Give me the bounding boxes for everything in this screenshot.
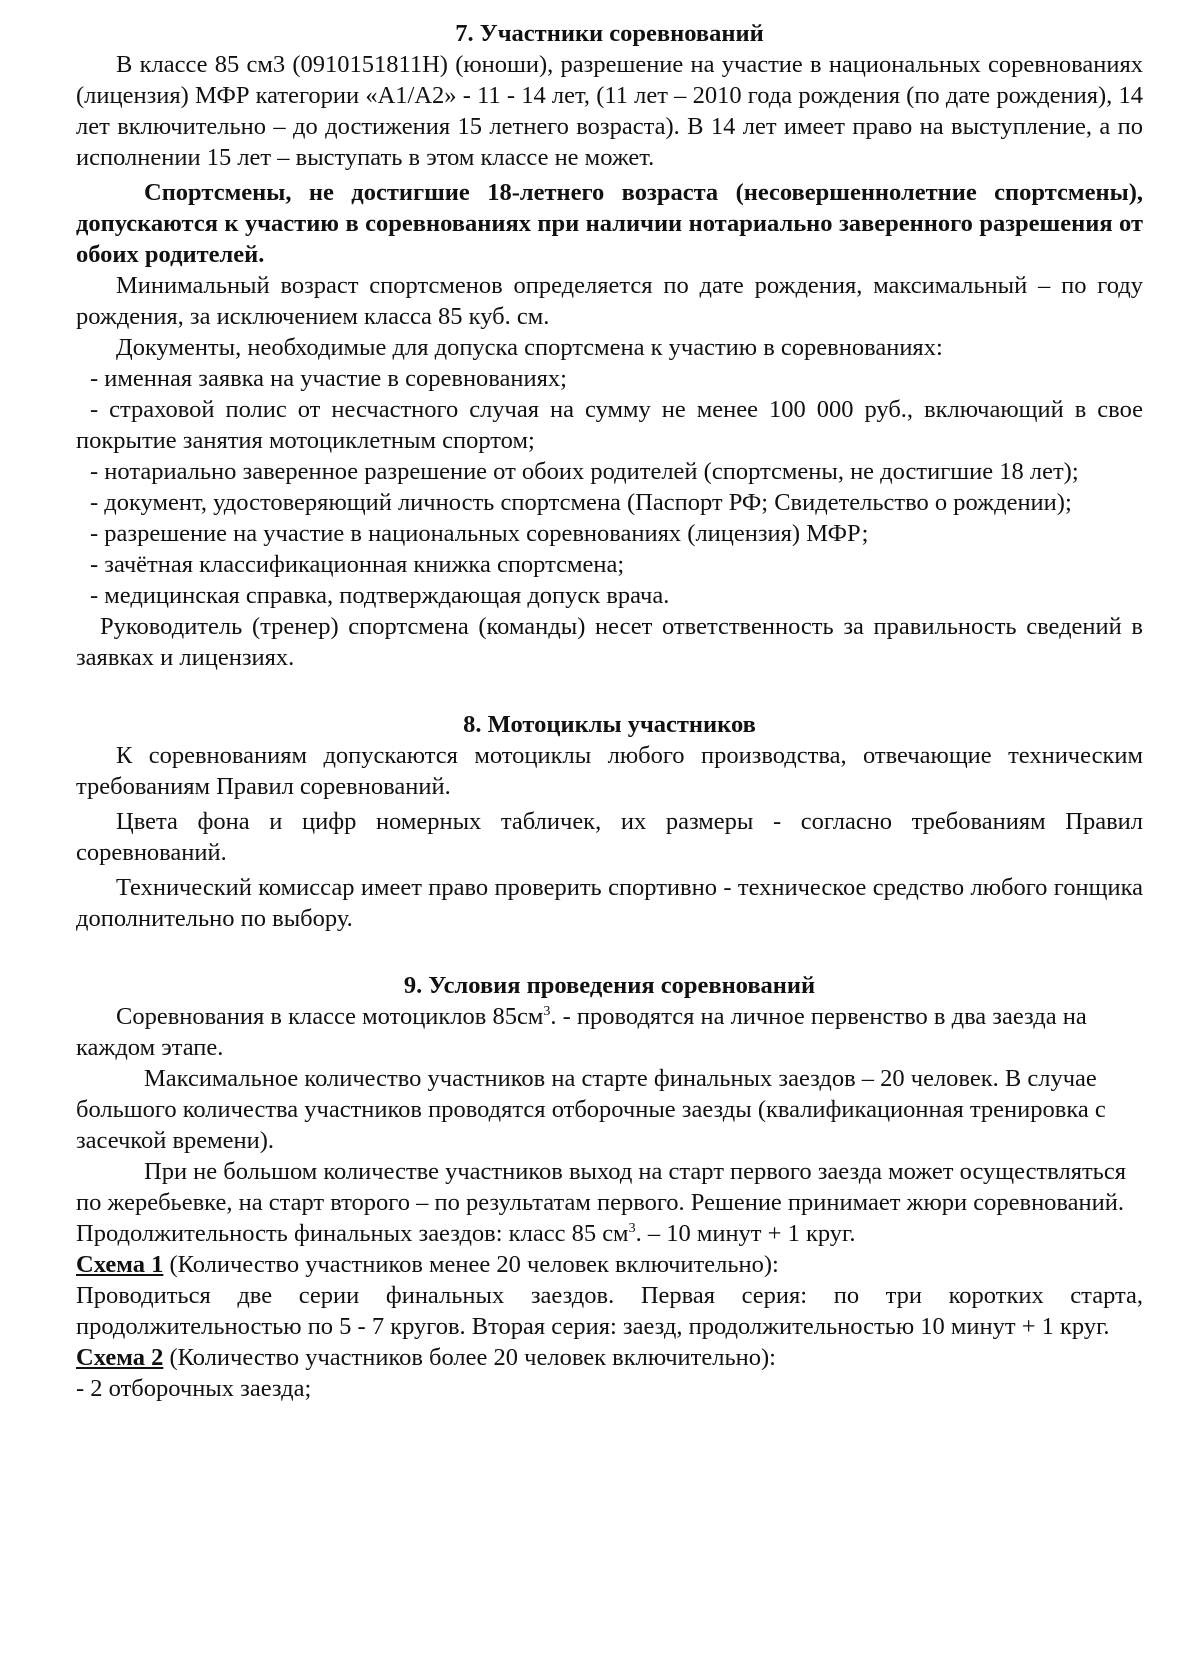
documents-list-item: - медицинская справка, подтверждающая допуск врача.: [90, 582, 670, 609]
section-9-max-participants: Максимальное количество участников на старте финальных заездов – 20 человек. В случае большого количества участников проводятся отборочные заезды (квалификационная тренировка с засечкой времени).: [76, 1065, 1106, 1154]
section-7-age-rule: Минимальный возраст спортсменов определяется по дате рождения, максимальный – по году рождения, за исключением класса 85 куб. см.: [76, 272, 1143, 330]
section-8-admission: К соревнованиям допускаются мотоциклы любого производства, отвечающие техническим требованиям Правил соревнований.: [76, 742, 1143, 800]
scheme-2-label: Схема 2: [76, 1344, 164, 1371]
duration-text: Продолжительность финальных заездов: класс 85 см: [76, 1220, 629, 1247]
documents-list-item: - именная заявка на участие в соревнованиях;: [90, 365, 567, 392]
scheme-1-heading: [76, 1249, 1143, 1280]
scheme-2-text: (Количество участников более 20 человек включительно):: [163, 1344, 776, 1371]
documents-list-item: - страховой полис от несчастного случая на сумму не менее 100 000 руб., включающий в свое покрытие занятия мотоциклетным спортом;: [76, 396, 1143, 454]
section-7-responsibility: Руководитель (тренер) спортсмена (команды) несет ответственность за правильность сведений в заявках и лицензиях.: [76, 613, 1143, 671]
section-7-paragraph-class-85: В классе 85 см3 (0910151811Н) (юноши), разрешение на участие в национальных соревнованиях (лицензия) МФР категории «А1/А2» - 11 - 14 лет, (11 лет – 2010 года рождения (по дате рождения), 14 лет включительно – до достижения 15 летнего возраста). В 14 лет имеет право на выступление, а по исполнении 15 лет – выступать в этом классе не может.: [76, 51, 1143, 171]
scheme-2-item: - 2 отборочных заезда;: [76, 1375, 312, 1402]
section-7-documents-intro: Документы, необходимые для допуска спортсмена к участию в соревнованиях:: [116, 334, 943, 361]
scheme-1-body: Проводиться две серии финальных заездов. Первая серия: по три коротких старта, продолжительностью по 5 - 7 кругов. Вторая серия: заезд, продолжительностью 10 минут + 1 круг.: [76, 1282, 1143, 1340]
documents-list-item: - зачётная классификационная книжка спортсмена;: [90, 551, 625, 578]
duration-text-end: . – 10 минут + 1 круг.: [635, 1220, 856, 1247]
section-9-competition-format: [76, 1001, 1143, 1063]
scheme-1-text: (Количество участников менее 20 человек включительно):: [163, 1251, 779, 1278]
documents-list-item: - нотариально заверенное разрешение от обоих родителей (спортсмены, не достигшие 18 лет);: [90, 458, 1079, 485]
section-9-title: 9. Условия проведения соревнований: [403, 972, 816, 999]
documents-list-item: - разрешение на участие в национальных соревнованиях (лицензия) МФР;: [90, 520, 869, 547]
section-8-title: 8. Мотоциклы участников: [463, 711, 756, 738]
section-9-duration: [76, 1218, 1143, 1249]
section-7-minors-notice: Спортсмены, не достигшие 18-летнего возраста (несовершеннолетние спортсмены), допускаются к участию в соревнованиях при наличии нотариально заверенного разрешения от обоих родителей.: [76, 179, 1143, 268]
section-7-title: 7. Участники соревнований: [455, 20, 764, 47]
competition-format-text: Соревнования в классе мотоциклов 85см: [116, 1003, 544, 1030]
section-divider: [76, 934, 1143, 970]
section-8-number-plates: Цвета фона и цифр номерных табличек, их размеры - согласно требованиям Правил соревнований.: [76, 808, 1143, 866]
cubic-superscript: 3: [543, 1003, 551, 1019]
section-9-start-order: При не большом количестве участников выход на старт первого заезда может осуществляться по жеребьевке, на старт второго – по результатам первого. Решение принимает жюри соревнований.: [76, 1158, 1126, 1216]
cubic-superscript: 3: [628, 1220, 636, 1236]
scheme-1-label: Схема 1: [76, 1251, 164, 1278]
scheme-2-heading: [76, 1342, 1143, 1373]
section-divider: [76, 673, 1143, 709]
documents-list-item: - документ, удостоверяющий личность спортсмена (Паспорт РФ; Свидетельство о рождении);: [90, 489, 1072, 516]
section-8-technical-commissioner: Технический комиссар имеет право проверить спортивно - техническое средство любого гонщика дополнительно по выбору.: [76, 874, 1143, 932]
competition-format-text-end: . - проводятся на личное первенство в два заезда на каждом этапе.: [76, 1003, 1087, 1061]
